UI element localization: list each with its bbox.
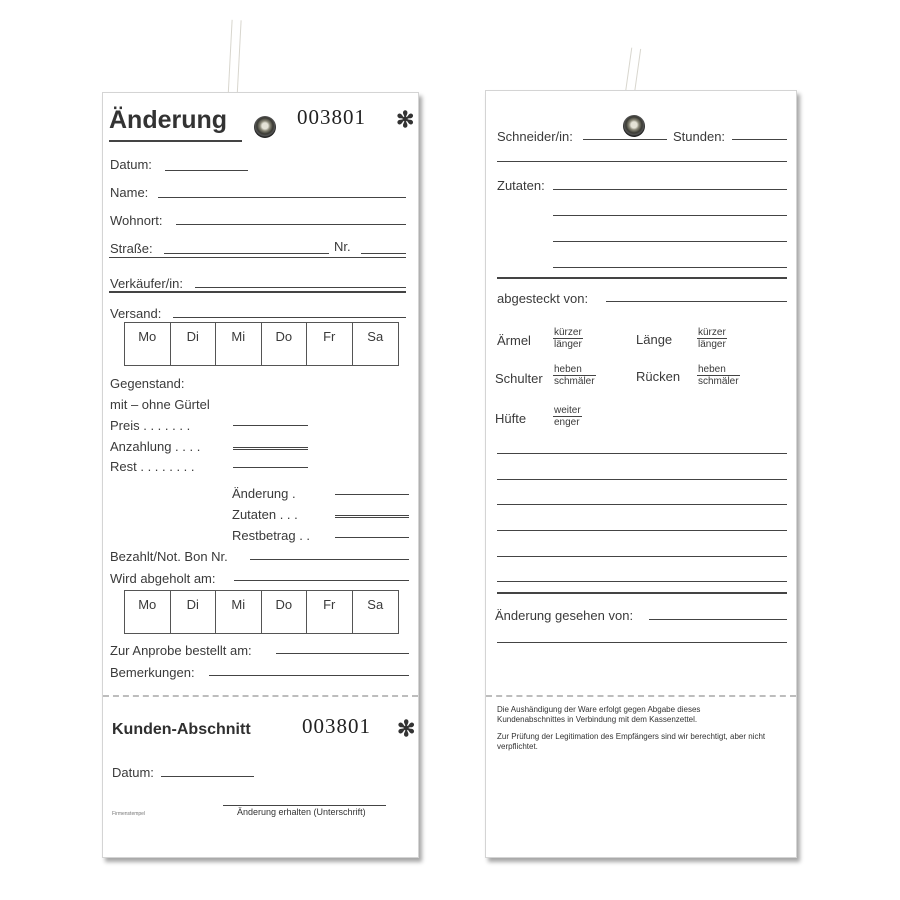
alteration-tag-back xyxy=(485,90,797,858)
firmenstempel-label: Firmenstempel xyxy=(112,811,146,817)
bemerkungen-field[interactable] xyxy=(209,675,409,676)
zutaten-field-2[interactable] xyxy=(553,215,787,216)
nr-field[interactable] xyxy=(361,253,406,254)
day-checkbox[interactable]: Mi xyxy=(216,323,262,365)
stunden-field[interactable] xyxy=(732,139,787,140)
alteration-tag-front xyxy=(102,92,419,858)
zutaten-label: Zutaten: xyxy=(497,178,545,193)
zutaten-label: Zutaten . . . xyxy=(232,507,298,522)
datum-field[interactable] xyxy=(165,170,248,171)
option-bottom[interactable]: schmäler xyxy=(554,376,595,387)
stub-title: Kunden-Abschnitt xyxy=(112,721,251,738)
verkaeufer-field[interactable] xyxy=(195,287,406,288)
huefte-label: Hüfte xyxy=(495,411,527,426)
perforation-line xyxy=(486,695,796,697)
rest-label: Rest . . . . . . . . xyxy=(110,459,195,474)
day-checkbox[interactable]: Mo xyxy=(125,323,171,365)
preis-label: Preis . . . . . . . xyxy=(110,418,191,433)
gesehen-field[interactable] xyxy=(649,619,787,620)
asterisk-icon: ✻ xyxy=(397,716,416,741)
day-checkbox[interactable]: Mi xyxy=(216,591,262,633)
day-checkbox[interactable]: Do xyxy=(262,591,308,633)
divider xyxy=(109,291,406,293)
laenge-label: Länge xyxy=(636,332,673,347)
anzahlung-field[interactable] xyxy=(233,447,308,450)
title-underline xyxy=(109,140,242,142)
anprobe-field[interactable] xyxy=(276,653,409,654)
aermel-label: Ärmel xyxy=(497,333,531,348)
notice-text-2: Zur Prüfung der Legitimation des Empfängers sind wir berechtigt, aber nicht verpflichtet. xyxy=(497,732,766,751)
zutaten-field-1[interactable] xyxy=(553,189,787,190)
bezahlt-label: Bezahlt/Not. Bon Nr. xyxy=(110,549,228,564)
versand-day-grid xyxy=(124,322,399,366)
ruecken-label: Rücken xyxy=(636,369,681,384)
bemerkungen-label: Bemerkungen: xyxy=(110,665,195,680)
schulter-option[interactable] xyxy=(553,364,596,387)
asterisk-icon: ✻ xyxy=(396,107,415,132)
notes-line[interactable] xyxy=(497,556,787,557)
gesehen-label: Änderung gesehen von: xyxy=(495,608,634,623)
stub-datum-field[interactable] xyxy=(161,776,254,777)
abgeholt-field[interactable] xyxy=(234,580,409,581)
option-top[interactable]: kürzer xyxy=(698,327,726,338)
name-label: Name: xyxy=(110,185,149,200)
zutaten-field-4[interactable] xyxy=(553,267,787,268)
abgeholt-label: Wird abgeholt am: xyxy=(110,571,216,586)
tag-title: Änderung xyxy=(109,106,228,134)
bezahlt-field[interactable] xyxy=(250,559,409,560)
restbetrag-field[interactable] xyxy=(335,537,409,538)
stub-serial-number: 003801 xyxy=(302,714,371,738)
schulter-label: Schulter xyxy=(495,371,543,386)
anprobe-label: Zur Anprobe bestellt am: xyxy=(110,643,252,658)
abgesteckt-label: abgesteckt von: xyxy=(497,291,589,306)
eyelet-icon xyxy=(623,115,645,137)
day-checkbox[interactable]: Fr xyxy=(307,323,353,365)
versand-label: Versand: xyxy=(110,306,162,321)
zutaten-field-3[interactable] xyxy=(553,241,787,242)
notes-line[interactable] xyxy=(497,479,787,480)
schneider-label: Schneider/in: xyxy=(497,129,573,144)
day-checkbox[interactable]: Di xyxy=(171,591,217,633)
option-bottom[interactable]: enger xyxy=(554,417,580,428)
name-field[interactable] xyxy=(158,197,406,198)
option-top[interactable]: kürzer xyxy=(554,327,582,338)
huefte-option[interactable] xyxy=(553,405,582,428)
option-bottom[interactable]: schmäler xyxy=(698,376,739,387)
preis-field[interactable] xyxy=(233,425,308,426)
datum-label: Datum: xyxy=(110,157,152,172)
notes-line[interactable] xyxy=(497,581,787,582)
versand-field[interactable] xyxy=(173,317,406,318)
ruecken-option[interactable] xyxy=(697,364,740,387)
option-bottom[interactable]: länger xyxy=(554,339,582,350)
serial-number: 003801 xyxy=(297,105,366,129)
nr-label: Nr. xyxy=(334,239,351,254)
day-checkbox[interactable]: Sa xyxy=(367,329,384,344)
guertel-label: mit – ohne Gürtel xyxy=(110,397,210,412)
day-checkbox[interactable]: Di xyxy=(171,323,217,365)
option-top[interactable]: heben xyxy=(697,364,740,376)
wohnort-label: Wohnort: xyxy=(110,213,163,228)
day-checkbox[interactable]: Mo xyxy=(125,591,171,633)
abholung-day-grid xyxy=(124,590,399,634)
notes-line[interactable] xyxy=(497,453,787,454)
aenderung-field[interactable] xyxy=(335,494,409,495)
stub-datum-label: Datum: xyxy=(112,765,154,780)
abgesteckt-field[interactable] xyxy=(606,301,787,302)
restbetrag-label: Restbetrag . . xyxy=(232,528,311,543)
anzahlung-label: Anzahlung . . . . xyxy=(110,439,201,454)
day-checkbox[interactable]: Sa xyxy=(367,597,384,612)
day-checkbox[interactable]: Do xyxy=(262,323,308,365)
option-top[interactable]: heben xyxy=(553,364,596,376)
strasse-field[interactable] xyxy=(164,253,329,254)
option-top[interactable]: weiter xyxy=(554,405,581,416)
aenderung-label: Änderung . xyxy=(232,486,296,501)
divider xyxy=(109,257,406,258)
divider xyxy=(497,277,787,279)
rest-field[interactable] xyxy=(233,467,308,468)
zutaten-field[interactable] xyxy=(335,515,409,518)
option-bottom[interactable]: länger xyxy=(698,339,726,350)
wohnort-field[interactable] xyxy=(176,224,406,225)
schneider-field[interactable] xyxy=(583,139,667,140)
notes-line[interactable] xyxy=(497,504,787,505)
strasse-label: Straße: xyxy=(110,241,153,256)
verkaeufer-label: Verkäufer/in: xyxy=(110,276,183,291)
notice-text-1: Die Aushändigung der Ware erfolgt gegen Abgabe dieses Kundenabschnittes in Verbindung mit dem Kassenzettel. xyxy=(497,705,701,724)
aermel-option[interactable] xyxy=(553,327,583,350)
signature-label: Änderung erhalten (Unterschrift) xyxy=(237,807,366,817)
eyelet-icon xyxy=(254,116,276,138)
gegenstand-label: Gegenstand: xyxy=(110,376,185,391)
day-checkbox[interactable]: Fr xyxy=(307,591,353,633)
divider xyxy=(497,592,787,594)
laenge-option[interactable] xyxy=(697,327,727,350)
stunden-label: Stunden: xyxy=(673,129,726,144)
notes-line[interactable] xyxy=(497,530,787,531)
divider xyxy=(497,161,787,162)
gesehen-field-2[interactable] xyxy=(497,642,787,643)
perforation-line xyxy=(103,695,418,697)
signature-field[interactable] xyxy=(223,805,386,806)
